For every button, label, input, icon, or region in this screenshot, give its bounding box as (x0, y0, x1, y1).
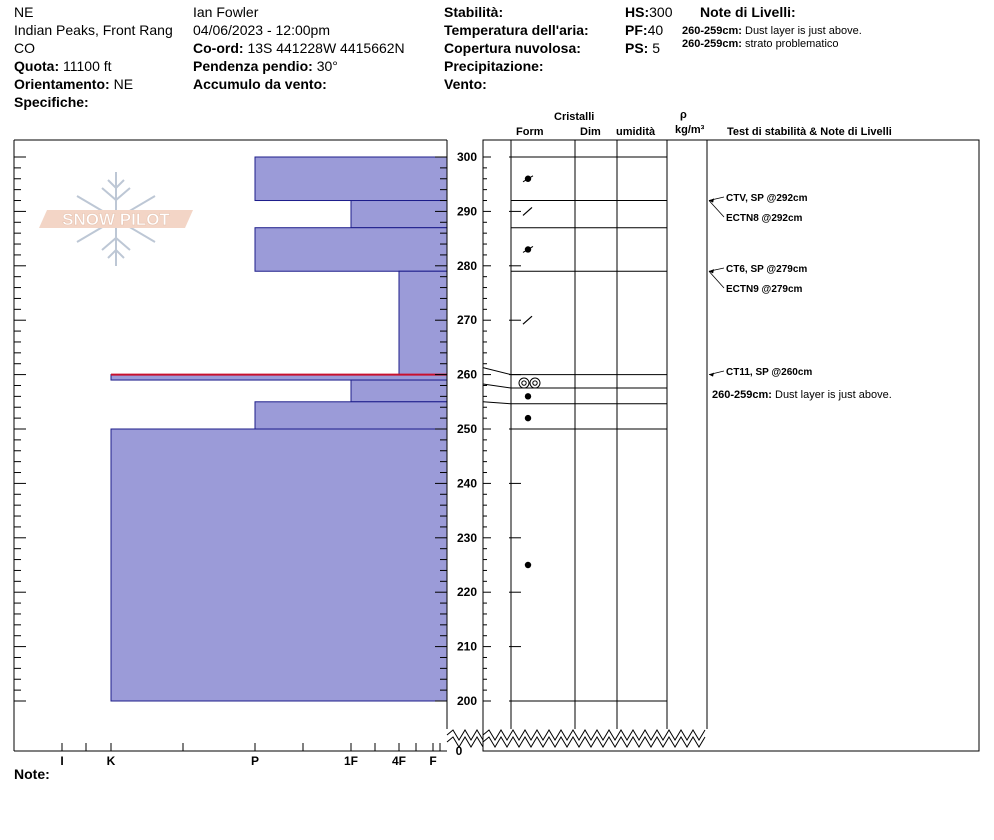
hardness-tick-label: 4F (391, 754, 407, 768)
depth-break-label: 0 (455, 744, 463, 758)
rounded-grain-icon (525, 415, 531, 421)
depth-tick-label: 230 (456, 530, 477, 545)
depth-tick-label: 280 (456, 258, 477, 273)
hs-value: 300 (649, 4, 673, 20)
layer-note-2-range: 260-259cm: (682, 38, 742, 50)
hardness-layer (255, 157, 447, 201)
observer-name: Ian Fowler (193, 4, 259, 20)
hardness-layer (351, 380, 447, 402)
hs-label: HS: (625, 4, 650, 20)
ps-value: 5 (652, 40, 661, 56)
pf-value: 40 (647, 22, 664, 38)
hardness-layer (399, 271, 447, 374)
aspect-line: NE (14, 4, 34, 20)
pf-label: PF: (625, 22, 648, 38)
slope-label: Pendenza pendio: (193, 58, 313, 74)
layer-note-inline-text: Dust layer is just above. (775, 389, 892, 401)
specifics-label: Specifiche: (14, 94, 89, 110)
layer-connector-line (483, 384, 511, 388)
elevation-label: Quota: (14, 58, 60, 74)
slope-value: 30° (316, 58, 338, 74)
depth-tick-label: 290 (456, 204, 477, 219)
layer-note-inline-range: 260-259cm: (712, 389, 775, 401)
stability-label: Stabilità: (444, 4, 504, 20)
melt-freeze-grain-icon (530, 378, 540, 388)
stability-test-label: ECTN8 @292cm (726, 213, 803, 224)
depth-tick-label: 300 (456, 150, 477, 164)
layer-note-1-range: 260-259cm: (682, 25, 742, 37)
size-header: Dim (580, 126, 601, 138)
hardness-tick-label: I (60, 754, 64, 768)
depth-tick-label: 260 (456, 367, 477, 382)
moisture-header: umidità (616, 126, 656, 138)
crystals-header: Cristalli (554, 111, 595, 123)
hardness-tick-label: F (429, 754, 437, 768)
melt-freeze-grain-icon (519, 378, 529, 388)
depth-tick-label: 220 (456, 585, 477, 600)
decomposing-grain-icon (523, 316, 532, 324)
axis-break-zigzag (483, 737, 705, 747)
layer-note-1-text: Dust layer is just above. (745, 25, 862, 37)
depth-tick-label: 200 (456, 694, 477, 708)
rounded-grain-icon (525, 393, 531, 399)
coord-value: 13S 441228W 4415662N (247, 40, 405, 56)
depth-tick-label: 270 (456, 313, 477, 328)
axis-break-zigzag (447, 737, 483, 747)
hardness-layer (255, 402, 447, 429)
cloud-cover-label: Copertura nuvolosa: (444, 40, 581, 56)
test-pointer-arrow-icon (709, 373, 714, 377)
axis-break-zigzag (483, 730, 705, 740)
stability-test-label: CT11, SP @260cm (726, 367, 813, 378)
stability-test-label: ECTN9 @279cm (726, 284, 803, 295)
depth-tick-label: 250 (456, 422, 477, 436)
hardness-tick-label: 1F (343, 754, 359, 768)
area-name: Indian Peaks, Front Rang (14, 22, 173, 38)
stability-test-label: CTV, SP @292cm (726, 193, 808, 204)
coord-label: Co-ord: (193, 40, 244, 56)
depth-tick-label: 210 (456, 639, 477, 654)
hardness-layer (351, 201, 447, 228)
aspect-value: NE (113, 76, 134, 92)
wind-label: Vento: (444, 76, 487, 92)
air-temp-label: Temperatura dell'aria: (444, 22, 589, 38)
test-pointer-line (709, 271, 724, 288)
layer-connector-line (483, 368, 511, 375)
melt-freeze-inner-ring (533, 381, 537, 385)
rounded-grain-icon (525, 562, 531, 568)
test-pointer-line (709, 201, 724, 217)
form-header: Form (516, 126, 544, 138)
state: CO (14, 40, 35, 56)
hardness-tick-label: K (106, 754, 116, 768)
density-symbol: ρ (680, 109, 687, 121)
hardness-layer (111, 429, 447, 701)
melt-freeze-inner-ring (522, 381, 526, 385)
snowpilot-watermark (39, 172, 193, 266)
layer-note-2-text: strato problematico (745, 38, 839, 50)
stability-test-label: CT6, SP @279cm (726, 264, 808, 275)
layer-note-inline (712, 389, 892, 401)
depth-tick-label: 240 (456, 476, 477, 491)
elevation-value: 11100 ft (63, 58, 112, 74)
wind-loading-label: Accumulo da vento: (193, 76, 327, 92)
hardness-tick-label: P (250, 754, 260, 768)
precipitation-label: Precipitazione: (444, 58, 544, 74)
notes-label: Note: (14, 766, 50, 782)
hardness-layer (255, 228, 447, 272)
observation-datetime: 04/06/2023 - 12:00pm (193, 22, 330, 38)
crystal-grid-frame (483, 140, 979, 751)
density-unit: kg/m³ (675, 124, 705, 136)
watermark-text: SNOW PILOT (62, 210, 170, 229)
decomposing-grain-icon (523, 207, 532, 215)
aspect-label: Orientamento: (14, 76, 110, 92)
tests-header: Test di stabilità & Note di Livelli (727, 126, 892, 138)
layer-connector-line (483, 402, 511, 404)
ps-label: PS: (625, 40, 649, 56)
layer-notes-title: Note di Livelli: (700, 4, 796, 20)
